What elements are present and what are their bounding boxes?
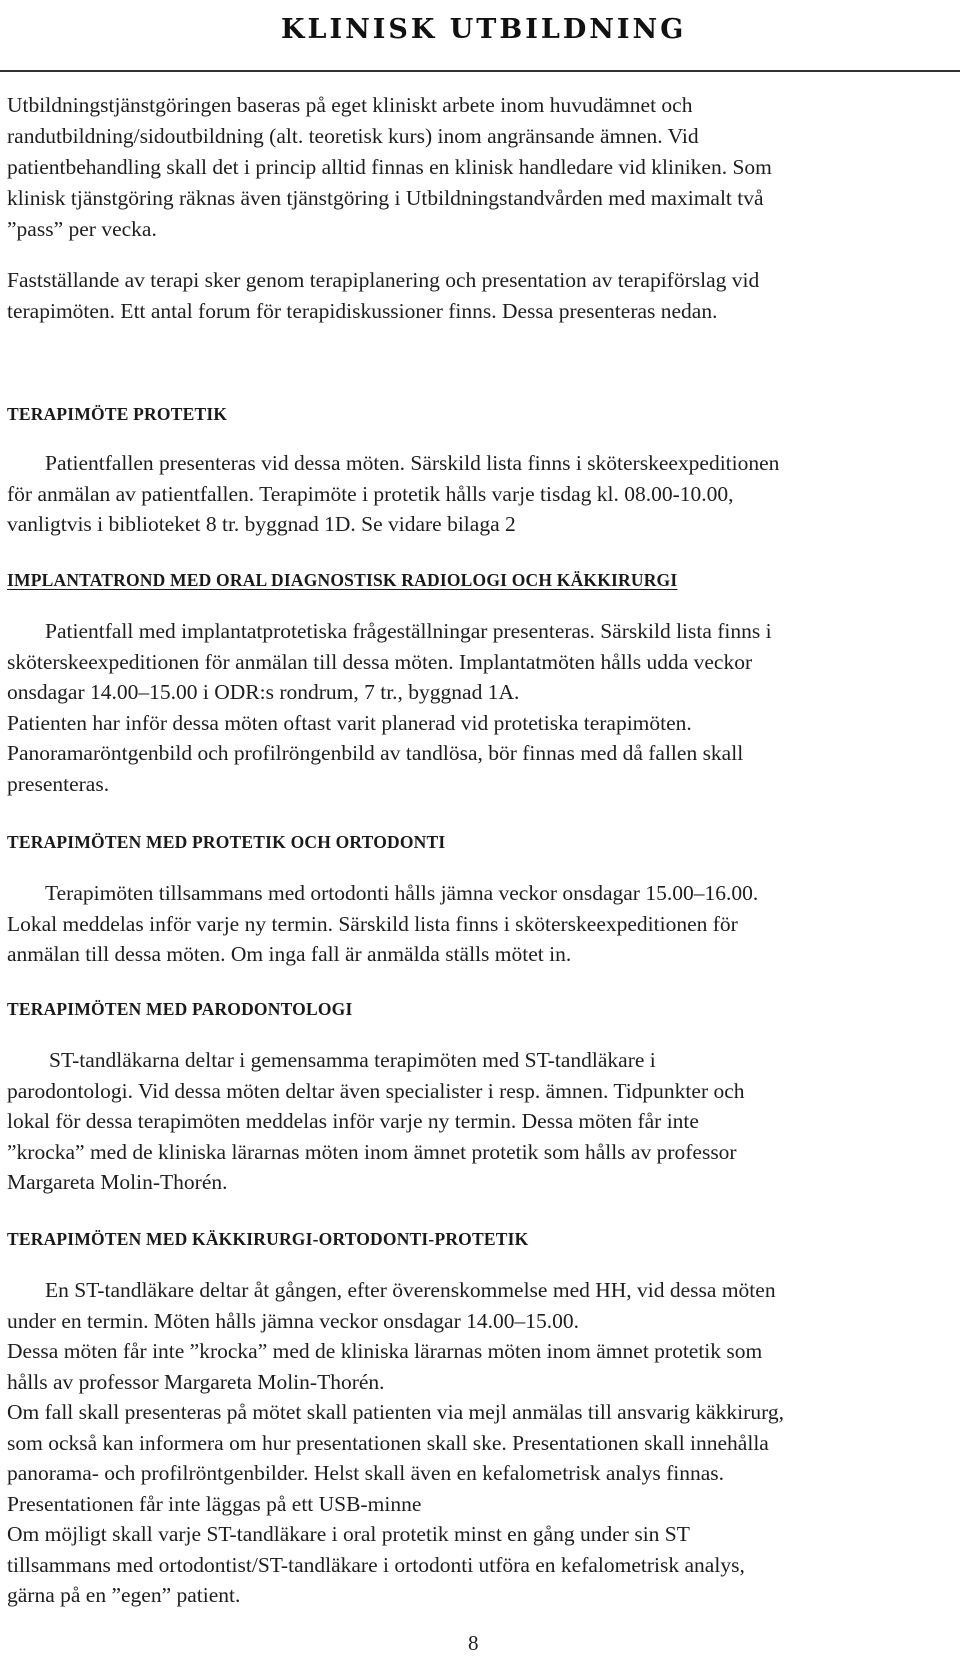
text-line: Terapimöten tillsammans med ortodonti hålls jämna veckor onsdagar 15.00–16.00. [45, 881, 759, 905]
text-line: Margareta Molin-Thorén. [7, 1170, 228, 1194]
section-heading-parodontologi: TERAPIMÖTEN MED PARODONTOLOGI [7, 999, 353, 1019]
section-heading-protetik-ortodonti: TERAPIMÖTEN MED PROTETIK OCH ORTODONTI [7, 832, 446, 852]
text-line: patientbehandling skall det i princip alltid finnas en klinisk handledare vid kliniken. Som [7, 155, 772, 179]
text-line: ST-tandläkarna deltar i gemensamma terapimöten med ST-tandläkare i [49, 1048, 656, 1072]
text-line: terapimöten. Ett antal forum för terapidiskussioner finns. Dessa presenteras nedan. [7, 299, 718, 323]
text-line: lokal för dessa terapimöten meddelas inför varje ny termin. Dessa möten får inte [7, 1109, 699, 1133]
text-line: Fastställande av terapi sker genom terapiplanering och presentation av terapiförslag vid [7, 268, 760, 292]
section-heading-terapimote-protetik: TERAPIMÖTE PROTETIK [7, 404, 228, 424]
text-line: Om fall skall presenteras på mötet skall patienten via mejl anmälas till ansvarig käkkirurg, [7, 1400, 784, 1424]
text-line: anmälan till dessa möten. Om inga fall är anmälda ställs mötet in. [7, 942, 572, 966]
text-line: tillsammans med ortodontist/ST-tandläkare i ortodonti utföra en kefalometrisk analys, [7, 1552, 745, 1577]
text-line: ”pass” per vecka. [7, 217, 157, 241]
text-line: hålls av professor Margareta Molin-Thorén. [7, 1369, 385, 1394]
text-line: gärna på en ”egen” patient. [7, 1583, 241, 1607]
text-line: Om möjligt skall varje ST-tandläkare i oral protetik minst en gång under sin ST [7, 1522, 690, 1546]
text-line: Utbildningstjänstgöringen baseras på eget kliniskt arbete inom huvudämnet och [7, 93, 693, 117]
text-line: ”krocka” med de kliniska lärarnas möten inom ämnet protetik som hålls av professor [7, 1139, 737, 1164]
section-body-terapimote-protetik [7, 448, 952, 540]
text-line: Presentationen får inte läggas på ett USB-minne [7, 1491, 422, 1516]
text-line: panorama- och profilröntgenbilder. Helst skall även en kefalometrisk analys finnas. [7, 1461, 725, 1485]
text-line: presenteras. [7, 771, 110, 796]
text-line: vanligtvis i biblioteket 8 tr. byggnad 1D. Se vidare bilaga 2 [7, 512, 516, 536]
page-number: 8 [468, 1631, 479, 1655]
text-line: randutbildning/sidoutbildning (alt. teoretisk kurs) inom angränsande ämnen. Vid [7, 124, 699, 148]
text-line: Dessa möten får inte ”krocka” med de kliniska lärarnas möten inom ämnet protetik som [7, 1339, 763, 1363]
text-line: för anmälan av patientfallen. Terapimöte i protetik hålls varje tisdag kl. 08.00-10.00, [7, 481, 734, 506]
text-line: parodontologi. Vid dessa möten deltar även specialister i resp. ämnen. Tidpunkter och [7, 1078, 745, 1103]
text-line: sköterskeexpeditionen för anmälan till dessa möten. Implantatmöten hålls udda veckor [7, 649, 753, 674]
text-line: under en termin. Möten hålls jämna veckor onsdagar 14.00–15.00. [7, 1308, 579, 1333]
text-line: som också kan informera om hur presentationen skall ske. Presentationen skall innehålla [7, 1430, 769, 1455]
text-line: En ST-tandläkare deltar åt gången, efter överenskommelse med HH, vid dessa möten [45, 1278, 776, 1302]
text-line: Patientfallen presenteras vid dessa möten. Särskild lista finns i sköterskeexpeditionen [45, 451, 780, 475]
section-heading-implantatrond: IMPLANTATROND MED ORAL DIAGNOSTISK RADIOLOGI OCH KÄKKIRURGI [7, 570, 678, 590]
section-body-implantatrond [7, 616, 952, 799]
section-body-protetik-ortodonti [7, 878, 952, 970]
section-body-parodontologi [7, 1045, 952, 1198]
text-line: Panoramaröntgenbild och profilröngenbild av tandlösa, bör finnas med då fallen skall [7, 741, 744, 765]
text-line: klinisk tjänstgöring räknas även tjänstgöring i Utbildningstandvården med maximalt två [7, 186, 764, 210]
section-body-kakkirurgi-ortodonti-protetik [7, 1275, 952, 1611]
text-line: onsdagar 14.00–15.00 i ODR:s rondrum, 7 tr., byggnad 1A. [7, 680, 520, 704]
text-line: Lokal meddelas inför varje ny termin. Särskild lista finns i sköterskeexpeditionen för [7, 911, 738, 936]
intro-paragraph-1 [7, 90, 952, 245]
text-line: Patienten har inför dessa möten oftast varit planerad vid protetiska terapimöten. [7, 710, 692, 735]
text-line: Patientfall med implantatprotetiska frågeställningar presenteras. Särskild lista finns i [45, 619, 772, 643]
page-header [0, 0, 960, 72]
page-title: KLINISK UTBILDNING [281, 14, 687, 45]
intro-paragraph-2 [7, 265, 952, 327]
section-heading-kakkirurgi-ortodonti-protetik: TERAPIMÖTEN MED KÄKKIRURGI-ORTODONTI-PROTETIK [7, 1229, 529, 1249]
